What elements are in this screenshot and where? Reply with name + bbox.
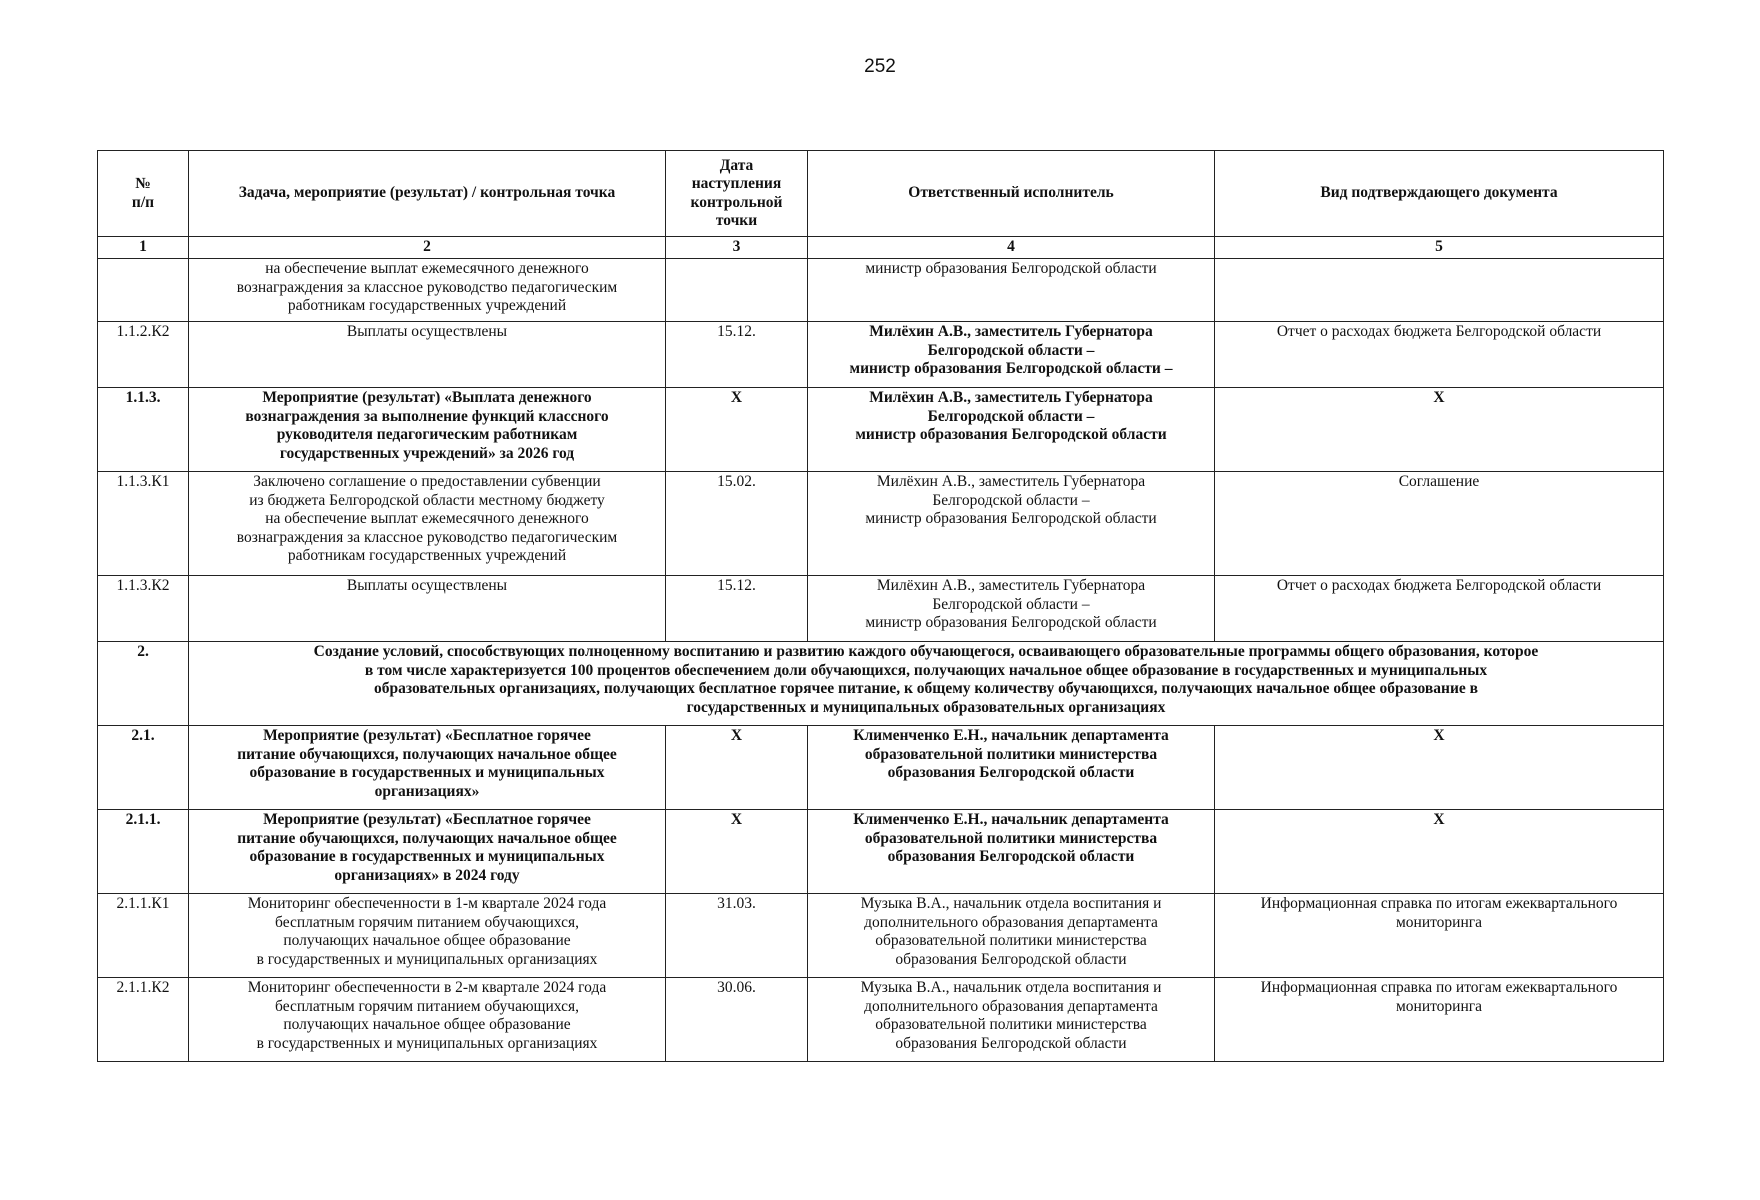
row-responsible: Музыка В.А., начальник отдела воспитания и дополнительного образования департамента образовательной политики министерства образования Белгородской области [808,894,1215,978]
row-task: Заключено соглашение о предоставлении субвенции из бюджета Белгородской области местному бюджету на обеспечение выплат ежемесячного денежного вознаграждения за классное руководство педагогическим работникам государственных учреждений [189,472,666,576]
row-date: 30.06. [666,978,808,1062]
row-task: Выплаты осуществлены [189,576,666,642]
table-row [98,388,1664,472]
section-number: 2. [98,642,189,726]
row-number: 2.1.1.К2 [98,978,189,1062]
row-number: 1.1.3.К2 [98,576,189,642]
row-date: Х [666,726,808,810]
section-title: Создание условий, способствующих полноценному воспитанию и развитию каждого обучающегося, осваивающего образовательные программы общего образования, которое в том числе характеризуется 100 процентов обеспечением доли обучающихся, получающих начальное общее образование в государственных и муниципальных образовательных организациях, получающих бесплатное горячее питание, к общему количеству обучающихся, получающих начальное общее образование в государственных и муниципальных образовательных организациях [189,642,1664,726]
table-row [98,576,1664,642]
header-num: № п/п [98,151,189,237]
column-number: 5 [1215,237,1664,259]
row-document: Отчет о расходах бюджета Белгородской области [1215,322,1664,388]
table-row [98,810,1664,894]
table-row [98,894,1664,978]
row-task: Мероприятие (результат) «Бесплатное горячее питание обучающихся, получающих начальное общее образование в государственных и муниципальных организациях» в 2024 году [189,810,666,894]
row-document: Информационная справка по итогам ежеквартального мониторинга [1215,894,1664,978]
page-number: 252 [864,56,896,77]
column-number: 1 [98,237,189,259]
table-row [98,726,1664,810]
header-row [98,151,1664,237]
row-number: 2.1.1. [98,810,189,894]
column-number: 2 [189,237,666,259]
row-number [98,259,189,322]
row-date: Х [666,810,808,894]
control-points-table [97,150,1664,1062]
row-number: 1.1.3.К1 [98,472,189,576]
header-responsible: Ответственный исполнитель [808,151,1215,237]
row-number: 2.1. [98,726,189,810]
table-row [98,259,1664,322]
row-document: Х [1215,810,1664,894]
row-responsible: Клименченко Е.Н., начальник департамента образовательной политики министерства образования Белгородской области [808,810,1215,894]
column-number: 4 [808,237,1215,259]
row-responsible: Милёхин А.В., заместитель Губернатора Белгородской области – министр образования Белгородской области – [808,322,1215,388]
row-number: 1.1.3. [98,388,189,472]
header-task: Задача, мероприятие (результат) / контрольная точка [189,151,666,237]
row-responsible: Милёхин А.В., заместитель Губернатора Белгородской области – министр образования Белгородской области [808,576,1215,642]
row-date: 15.02. [666,472,808,576]
row-date: 15.12. [666,322,808,388]
table-row [98,322,1664,388]
row-document [1215,259,1664,322]
row-number: 1.1.2.К2 [98,322,189,388]
row-task: Мониторинг обеспеченности в 1-м квартале 2024 года бесплатным горячим питанием обучающихся, получающих начальное общее образование в государственных и муниципальных организациях [189,894,666,978]
row-task: Выплаты осуществлены [189,322,666,388]
table-row [98,472,1664,576]
row-date: 31.03. [666,894,808,978]
row-task: Мониторинг обеспеченности в 2-м квартале 2024 года бесплатным горячим питанием обучающихся, получающих начальное общее образование в государственных и муниципальных организациях [189,978,666,1062]
column-number: 3 [666,237,808,259]
row-document: Соглашение [1215,472,1664,576]
row-date [666,259,808,322]
row-task: Мероприятие (результат) «Бесплатное горячее питание обучающихся, получающих начальное общее образование в государственных и муниципальных организациях» [189,726,666,810]
row-document: Информационная справка по итогам ежеквартального мониторинга [1215,978,1664,1062]
row-responsible: Клименченко Е.Н., начальник департамента образовательной политики министерства образования Белгородской области [808,726,1215,810]
row-responsible: Музыка В.А., начальник отдела воспитания и дополнительного образования департамента образовательной политики министерства образования Белгородской области [808,978,1215,1062]
table-row [98,978,1664,1062]
header-document: Вид подтверждающего документа [1215,151,1664,237]
row-responsible: Милёхин А.В., заместитель Губернатора Белгородской области – министр образования Белгородской области [808,472,1215,576]
header-date: Дата наступления контрольной точки [666,151,808,237]
row-document: Х [1215,388,1664,472]
row-task: на обеспечение выплат ежемесячного денежного вознаграждения за классное руководство педагогическим работникам государственных учреждений [189,259,666,322]
row-responsible: Милёхин А.В., заместитель Губернатора Белгородской области – министр образования Белгородской области [808,388,1215,472]
column-numbers-row [98,237,1664,259]
row-date: Х [666,388,808,472]
section-row [98,642,1664,726]
row-number: 2.1.1.К1 [98,894,189,978]
row-date: 15.12. [666,576,808,642]
row-responsible: министр образования Белгородской области [808,259,1215,322]
row-task: Мероприятие (результат) «Выплата денежного вознаграждения за выполнение функций классного руководителя педагогическим работникам государственных учреждений» за 2026 год [189,388,666,472]
row-document: Отчет о расходах бюджета Белгородской области [1215,576,1664,642]
row-document: Х [1215,726,1664,810]
